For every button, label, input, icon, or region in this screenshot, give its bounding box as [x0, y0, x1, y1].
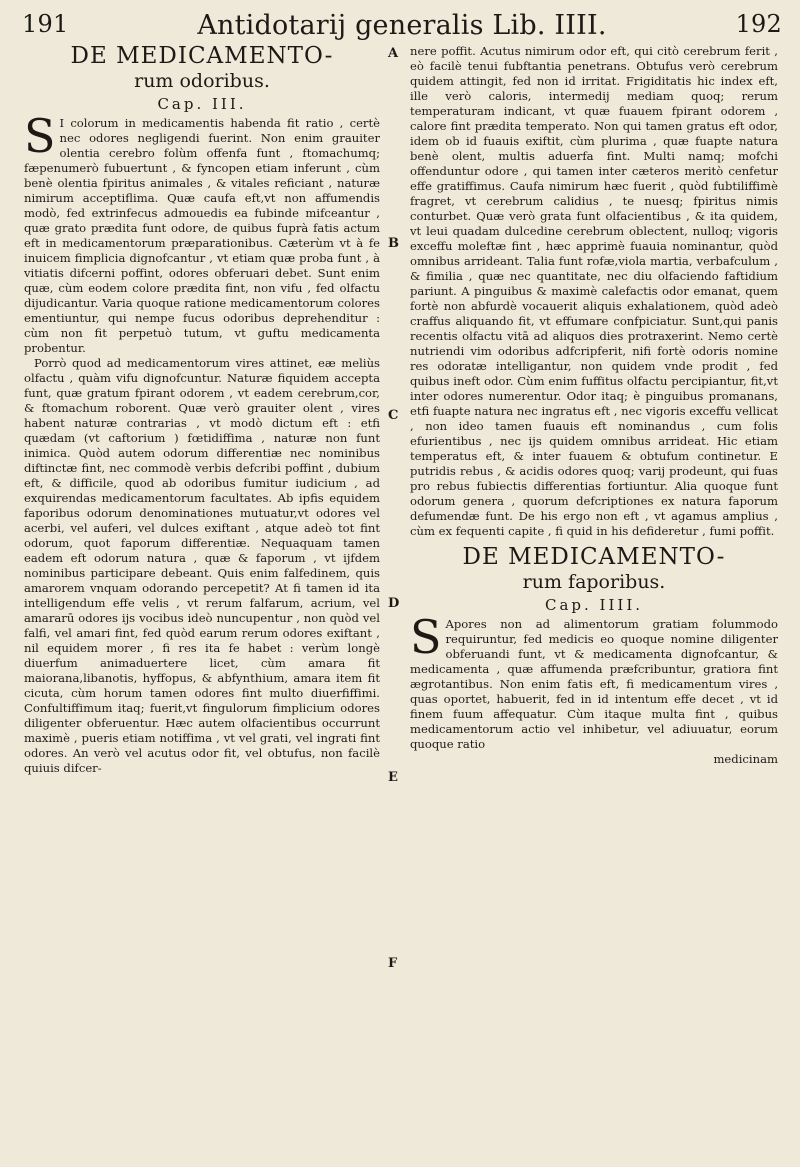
- margin-section-letters: [384, 44, 406, 1144]
- paragraph-flavors-intro: [410, 610, 778, 752]
- section-subtitle-flavors: rum faporibus.: [522, 571, 666, 593]
- paragraph-text: Apores non ad alimentorum gratiam folummodo requiruntur, fed medicis eo quoque nomine diligenter obferuandi funt, vt & medicamenta dignofcantur, & medicamenta , quæ affumenda præfcribuntur, gratiora fint ægrotantibus. Non enim fatis eft, fi medicamentum vires , quas oportet, habuerit, fed in id intentum effe decet , vt id finem fuum affequatur. Cùm itaque multa fint , quibus medicamentorum actio vel inhibetur, vel adiuuatur, eorum quoque ratio: [410, 617, 778, 751]
- paragraph-odors-intro: [24, 109, 380, 356]
- section-title-odors: DE MEDICAMENTO-: [70, 44, 334, 69]
- paragraph-odors-vires: [24, 356, 380, 776]
- catchword: medicinam: [713, 752, 778, 766]
- margin-letter-b: B: [388, 236, 399, 251]
- paragraph-text: quod ad medicamentorum vires attinet, eæ meliùs olfactu , quàm vifu dignofcuntur. Naturæ fiquidem accepta funt, quæ gratum fpirant odorem , vt eadem cerebrum,cor, & ftomachum roborent. Quæ verò grauiter olent , vires habent naturæ contrarias , vt modò dictum eft : etfi quædam (vt caftorium ) fœtidiffima , naturæ non funt inimica. Quòd autem odorum differentiæ nec nominibus diftinctæ fint, nec commodè verbis defcribi poffint , dubium eft, & difficile, quod ab odoribus fumitur iudicium , ad exquirendas medicamentorum facultates. Ab ipfis equidem faporibus odorum denominationes mutuatur,vt odores vel acerbi, vel auferi, vel dulces exiftant , atque adeò tot fint odorum, quot faporum differentiæ. Nequaquam tamen eadem eft odorum natura , quæ & faporum , vt ijfdem nominibus participare debeant. Quis enim falfedinem, quis amarorem vnquam odorando percepetit? At fi tamen id ita intelligendum effe velis , vt rerum falfarum, acrium, vel amararū odores ijs vocibus ideò nuncupentur , non quòd vel falfi, vel amari fint, fed quòd earum rerum odores exiftant , nil equidem morer , fi res ita fe habet : verùm longè diuerfum animaduertere licet, cùm amara fit maiorana,libanotis, hyffopus, & abfynthium, amara item fit cicuta, cùm horum tamen odores fint multo diuerfiffimi. Confultiffimum itaq; fuerit,vt fingulorum fimplicium odores diligenter obferuentur. Hæc autem olfacientibus occurrunt maximè , pueris etiam notiffima , vt vel grati, vel ingrati fint odores. An verò vel acutus odor fit, vel obtufus, non facilè quiuis difcer-: [24, 356, 380, 775]
- left-column: [24, 44, 380, 1157]
- page-number-left: 191: [22, 10, 69, 38]
- chapter-heading-4: Cap. IIII.: [544, 596, 644, 614]
- margin-letter-a: A: [388, 46, 399, 61]
- margin-letter-d: D: [388, 596, 400, 611]
- section-title-flavors: DE MEDICAMENTO-: [462, 544, 726, 570]
- margin-letter-e: E: [388, 770, 398, 785]
- paragraph-text: I colorum in medicamentis habenda fit ratio , certè nec odores negligendi fuerint. Non enim grauiter olentia cerebro folùm offenfa funt , ftomachumq; fæpenumerò fubuertunt , & fyncopen etiam inferunt , cùm benè olentia fpiritus animales , & vitales reficiant , naturæ nimirum acceptiflima. Quæ caufa eft,vt non affumendis modò, fed extrinfecus admouedis ea fubinde mifceantur , quæ grato prædita funt odore, de quibus fuprà fatis actum eft in medicamentorum præparationibus. Cæterùm vt à fe inuicem fimplicia dignofcantur , vt etiam quæ proba funt , à vitiatis difcerni poffint, odores obferuari debet. Sunt enim quæ, cùm eodem colore prædita fint, non vifu , fed olfactu dijudicantur. Varia quoque ratione medicamentorum colores ementiuntur, qui nempe fucus odoribus deprehenditur : cùm non fit perpetuò tutum, vt guftu medicamenta probentur.: [24, 116, 380, 355]
- paragraph-lead-word: Porrò: [34, 356, 67, 370]
- drop-cap: S: [24, 109, 56, 163]
- page-number-right: 192: [735, 10, 782, 38]
- paragraph-odors-continued: nere poffit. Acutus nimirum odor eft, qui citò cerebrum ferit , eò facilè tenui fubftantia penetrans. Obtufus verò cerebrum quidem attingit, fed non id irritat. Frigiditatis hic index eft, ille verò caloris, intermedij mediam quoq; rerum temperaturam indicant, vt quæ fuauem fpirant odorem , calore fint prædita temperato. Non qui tamen gratus eft odor, idem ob id fuauis exiftit, cùm plurima , quæ fuapte natura benè olent, multis aduerfa fint. Multi namq; mofchi offenduntur odore , qui tamen inter cæteros meritò cenfetur effe gratiffimus. Caufa nimirum hæc fuerit , quòd fubtiliffimè fragret, vt cerebrum calidius , te nuesq; fpiritus nimis conturbet. Quæ verò grata funt olfacientibus , & ita quidem, vt leui quadam dulcedine cerebrum oblectent, nulloq; vigoris exceffu moleftæ fint , hæc apprimè fuauia nominantur, quòd omnibus arrideant. Talia funt rofæ,viola martia, verbafculum , & fimilia , quæ nec quantitate, nec diu olfaciendo faftidium pariunt. A pinguibus & maximè calefactis odor emanat, quem fortè non abfurdè vocauerit aliquis exhalationem, quòd adeò craffus aliquando fit, vt effumare confpiciatur. Sunt,qui panis recentis olfactu vitā ad aliquos dies protraxerint. Nemo certè nutriendi vim odoribus adfcripferit, nifi fortè odoris nomine res odoratæ intelligantur, non quidem vnde prodit , fed quibus ineft odor. Cùm enim fuffitus olfactu percipiantur, fit,vt inter odores numerentur. Odor itaq; è pinguibus promanans, etfi fuapte natura nec ingratus eft , nec vigoris exceffu vellicat , non ideo tamen fuauis eft nominandus , cum folis efurientibus , nec ijs quidem omnibus arrideat. Hic etiam temperatus eft, & inter fuauem & obtufum continetur. E putridis rebus , & acidis odores quoq; varij prodeunt, qui fuas pro rebus fubiectis differentias fortiuntur. Alia quoque funt odorum genera , quorum defcriptiones ex natura faporum defumendæ funt. De his ergo non eft , vt agamus amplius , cùm ex fequenti capite , fi quid in his defideretur , fumi poffit.: [410, 44, 778, 538]
- section-subtitle-odors: rum odoribus.: [134, 70, 270, 92]
- drop-cap: S: [410, 610, 442, 664]
- margin-letter-c: C: [388, 408, 399, 423]
- margin-letter-f: F: [388, 956, 398, 971]
- running-head: [22, 10, 782, 40]
- running-title: Antidotarij generalis Lib. IIII.: [197, 10, 607, 41]
- chapter-heading-3: Cap. III.: [157, 95, 247, 113]
- right-column: [410, 44, 778, 1157]
